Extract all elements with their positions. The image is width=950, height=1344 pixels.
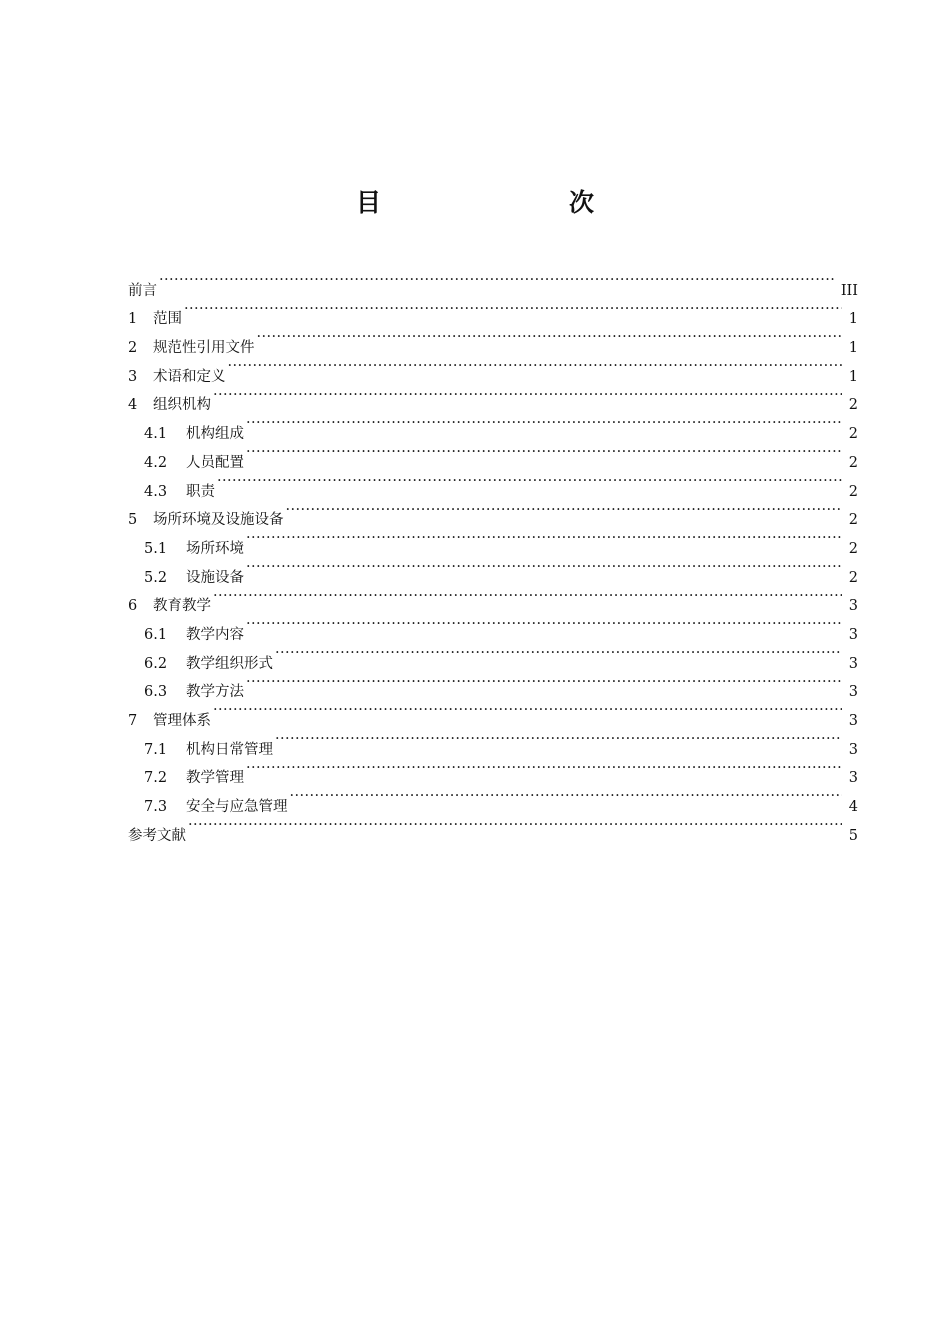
toc-entry-number: 4.3	[144, 483, 168, 500]
toc-dot-leader	[246, 610, 842, 639]
toc-dot-leader	[275, 639, 842, 668]
toc-entry-label: 设施设备	[186, 569, 244, 586]
toc-dot-leader	[246, 438, 842, 467]
toc-entry-number: 5.1	[144, 540, 168, 557]
toc-entry-number: 2	[128, 340, 138, 357]
toc-entry-page: 1	[848, 311, 858, 328]
toc-entry[interactable]	[128, 409, 858, 443]
toc-entry-page: 3	[848, 655, 858, 672]
toc-entry-label: 管理体系	[153, 713, 211, 729]
toc-entry-page: 3	[848, 626, 858, 643]
toc-dot-leader	[184, 295, 842, 324]
toc-entry-number: 7	[128, 713, 138, 729]
toc-entry-page: 2	[848, 483, 858, 500]
toc-entry[interactable]	[128, 811, 858, 844]
toc-entry-number: 7.3	[144, 799, 168, 816]
toc-entry[interactable]	[128, 295, 858, 328]
toc-entry[interactable]	[128, 582, 858, 615]
toc-entry-number: 3	[128, 368, 138, 385]
toc-entry-number: 6.1	[144, 626, 168, 643]
toc-entry-page: 2	[848, 512, 858, 529]
toc-dot-leader	[257, 323, 843, 352]
toc-entry-number: 6.2	[144, 655, 168, 672]
toc-entry-label: 参考文献	[128, 827, 186, 844]
toc-entry-label: 教育教学	[153, 598, 211, 615]
toc-entry[interactable]	[128, 496, 858, 529]
toc-dot-leader	[290, 782, 843, 811]
toc-entry-page: 2	[848, 426, 858, 443]
toc-entry-label: 人员配置	[186, 454, 244, 471]
toc-entry-number: 6.3	[144, 684, 168, 701]
toc-entry-label: 范围	[153, 311, 182, 328]
toc-dot-leader	[159, 266, 835, 295]
toc-title: 目 次	[355, 188, 640, 217]
toc-dot-leader	[213, 381, 842, 410]
toc-entry[interactable]	[128, 323, 858, 357]
toc-entry-number: 4.1	[144, 426, 168, 443]
toc-dot-leader	[228, 352, 843, 381]
toc-dot-leader	[286, 496, 843, 525]
toc-dot-leader	[188, 811, 842, 840]
toc-entry-label: 规范性引用文件	[153, 340, 255, 357]
toc-entry-page: 1	[848, 340, 858, 357]
toc-entry-page: 3	[848, 770, 858, 787]
toc-entry-label: 术语和定义	[153, 368, 226, 385]
toc-entry[interactable]	[128, 467, 858, 500]
toc-entry-page: 4	[848, 799, 858, 816]
toc-entry-page: 2	[848, 540, 858, 557]
toc-entry-label: 场所环境	[186, 540, 244, 557]
toc-entry-number: 5.2	[144, 569, 168, 586]
toc-entry-page: 2	[848, 569, 858, 586]
toc-entry-label: 机构组成	[186, 426, 244, 443]
toc-entry-page: 3	[848, 684, 858, 701]
toc-entry-page: 3	[848, 713, 858, 729]
toc-entry-number: 1	[128, 311, 138, 328]
toc-entry-page: 3	[848, 598, 858, 615]
toc-entry-number: 4.2	[144, 454, 168, 471]
toc-dot-leader	[246, 668, 842, 697]
toc-dot-leader	[246, 409, 842, 438]
toc-entry[interactable]	[128, 696, 858, 729]
toc-list	[128, 266, 858, 844]
toc-entry-page: 2	[848, 397, 858, 414]
toc-entry-label: 安全与应急管理	[186, 799, 288, 816]
toc-entry-page: 3	[848, 741, 858, 758]
toc-entry-label: 教学组织形式	[186, 655, 273, 672]
toc-dot-leader	[213, 696, 842, 725]
toc-entry[interactable]	[128, 352, 858, 385]
toc-entry-label: 场所环境及设施设备	[153, 512, 284, 529]
toc-entry-number: 6	[128, 598, 138, 615]
toc-entry-number: 5	[128, 512, 138, 529]
toc-dot-leader	[246, 553, 842, 582]
toc-entry-label: 前言	[128, 282, 157, 299]
toc-entry-label: 机构日常管理	[186, 741, 273, 758]
toc-entry[interactable]	[128, 725, 858, 758]
toc-entry-page: 2	[848, 454, 858, 471]
toc-entry-label: 组织机构	[153, 397, 211, 414]
toc-entry-number: 4	[128, 397, 138, 414]
toc-entry-page: 1	[848, 368, 858, 385]
toc-dot-leader	[275, 725, 842, 754]
toc-entry-label: 教学方法	[186, 684, 244, 701]
toc-entry-page: III	[840, 282, 858, 299]
toc-dot-leader	[213, 582, 842, 611]
toc-entry[interactable]	[128, 610, 858, 643]
toc-dot-leader	[246, 524, 842, 553]
toc-entry-label: 教学内容	[186, 626, 244, 643]
toc-dot-leader	[246, 754, 842, 783]
toc-entry[interactable]	[128, 381, 858, 414]
toc-entry-label: 职责	[186, 483, 215, 500]
toc-entry-label: 教学管理	[186, 770, 244, 787]
toc-entry-number: 7.2	[144, 770, 168, 787]
toc-entry-page: 5	[848, 827, 858, 844]
toc-entry-number: 7.1	[144, 741, 168, 758]
toc-dot-leader	[217, 467, 842, 496]
toc-entry[interactable]	[128, 266, 858, 299]
